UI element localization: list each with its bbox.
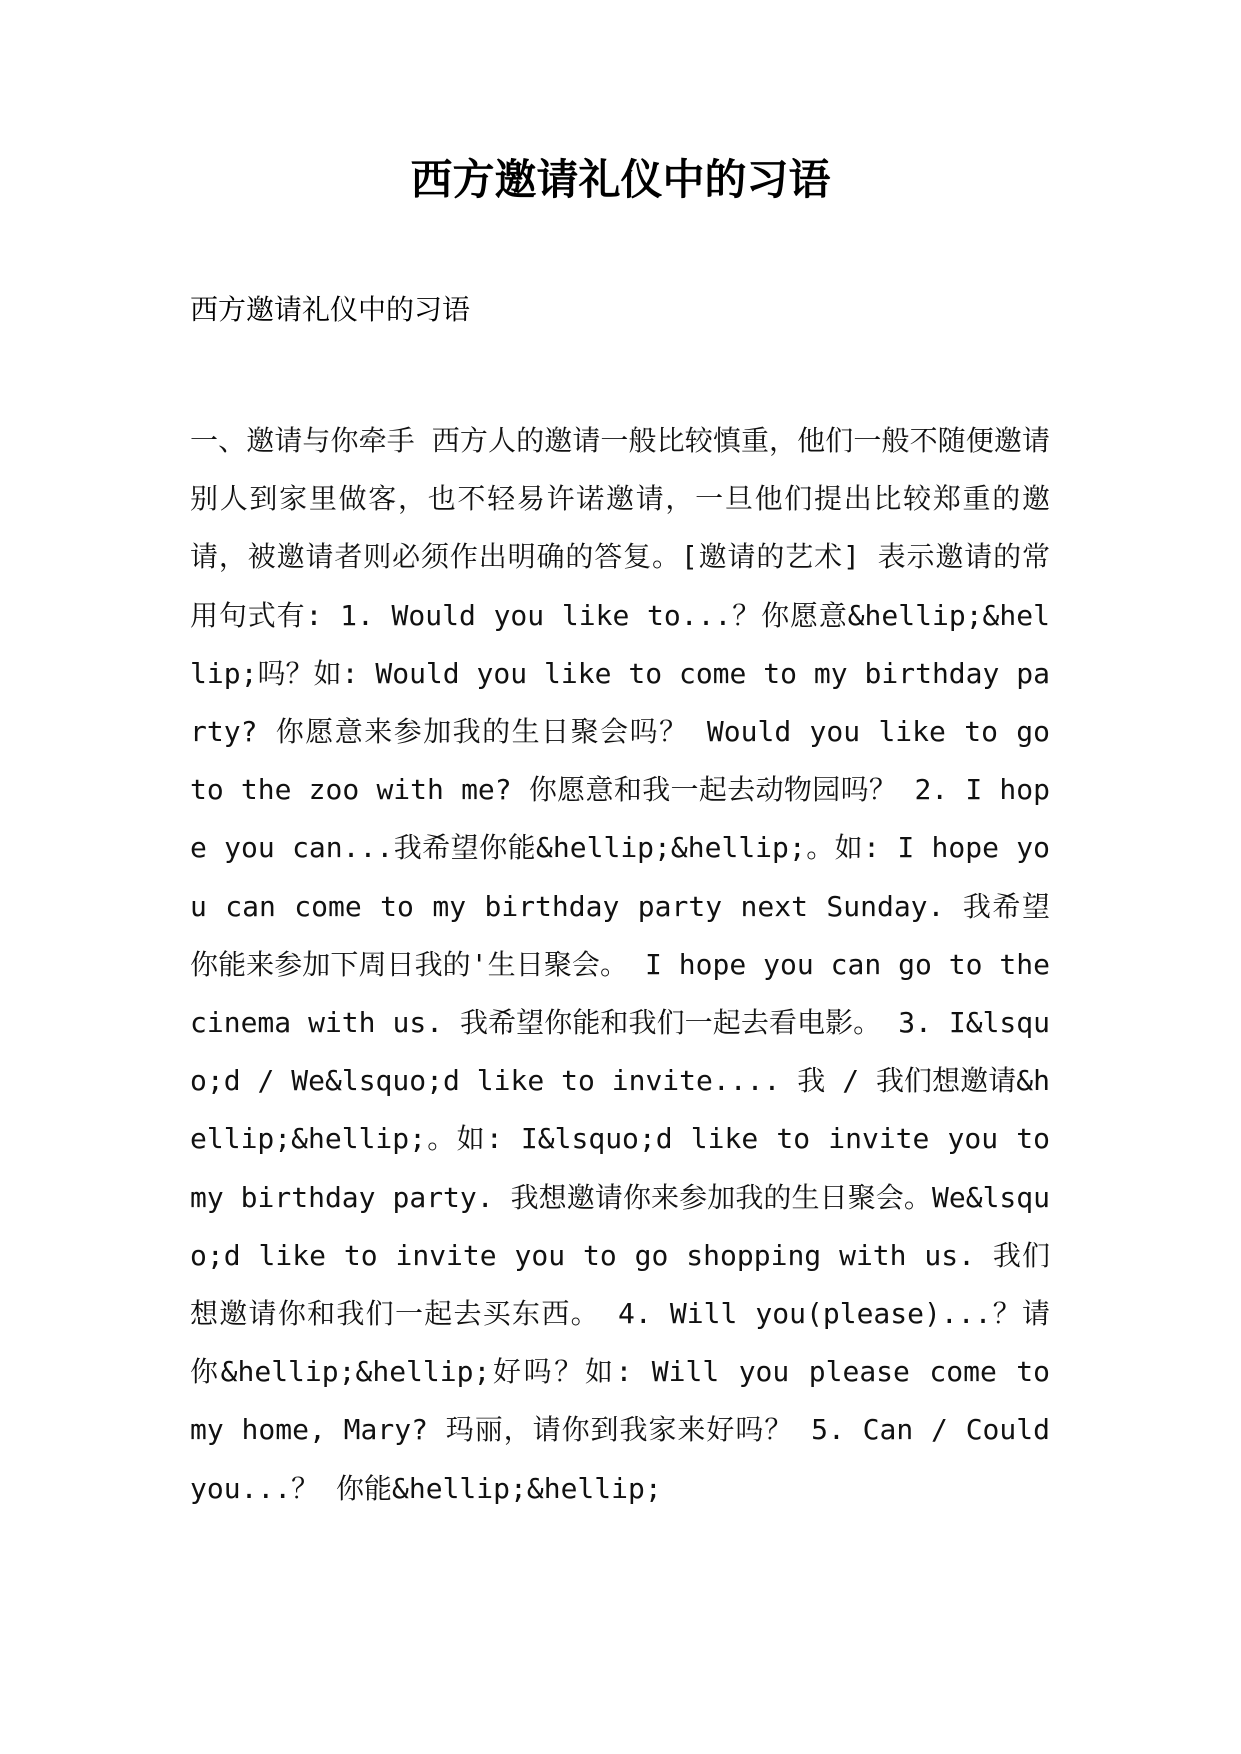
document-body: 一、邀请与你牵手 西方人的邀请一般比较慎重，他们一般不随便邀请别人到家里做客，也不轻易许诺邀请，一旦他们提出比较郑重的邀请，被邀请者则必须作出明确的答复。[邀请的艺术] 表示邀请的常用句式有: 1. Would you like to...？你愿意&hellip;&hellip;吗？如: Would you like to come to my birthday party? 你愿意来参加我的生日聚会吗？ Would you like to go to the zoo with me? 你愿意和我一起去动物园吗？ 2. I hope you can...我希望你能&hellip;&hellip;。如: I hope you can come to my birthday party next Sunday. 我希望你能来参加下周日我的'生日聚会。 I hope you can go to the cinema with us. 我希望你能和我们一起去看电影。 3. I&lsquo;d / We&lsquo;d like to invite.... 我 / 我们想邀请&hellip;&hellip;。如: I&lsquo;d like to invite you to my birthday party. 我想邀请你来参加我的生日聚会。We&lsquo;d like to invite you to go shopping with us. 我们想邀请你和我们一起去买东西。 4. Will you(please)...？请你&hellip;&hellip;好吗？如: Will you please come to my home, Mary? 玛丽，请你到我家来好吗？ 5. Can / Could you...？ 你能&hellip;&hellip; <box>190 424 1050 1505</box>
document-subtitle: 西方邀请礼仪中的习语 <box>190 293 471 326</box>
document-title: 西方邀请礼仪中的习语 <box>410 155 831 204</box>
